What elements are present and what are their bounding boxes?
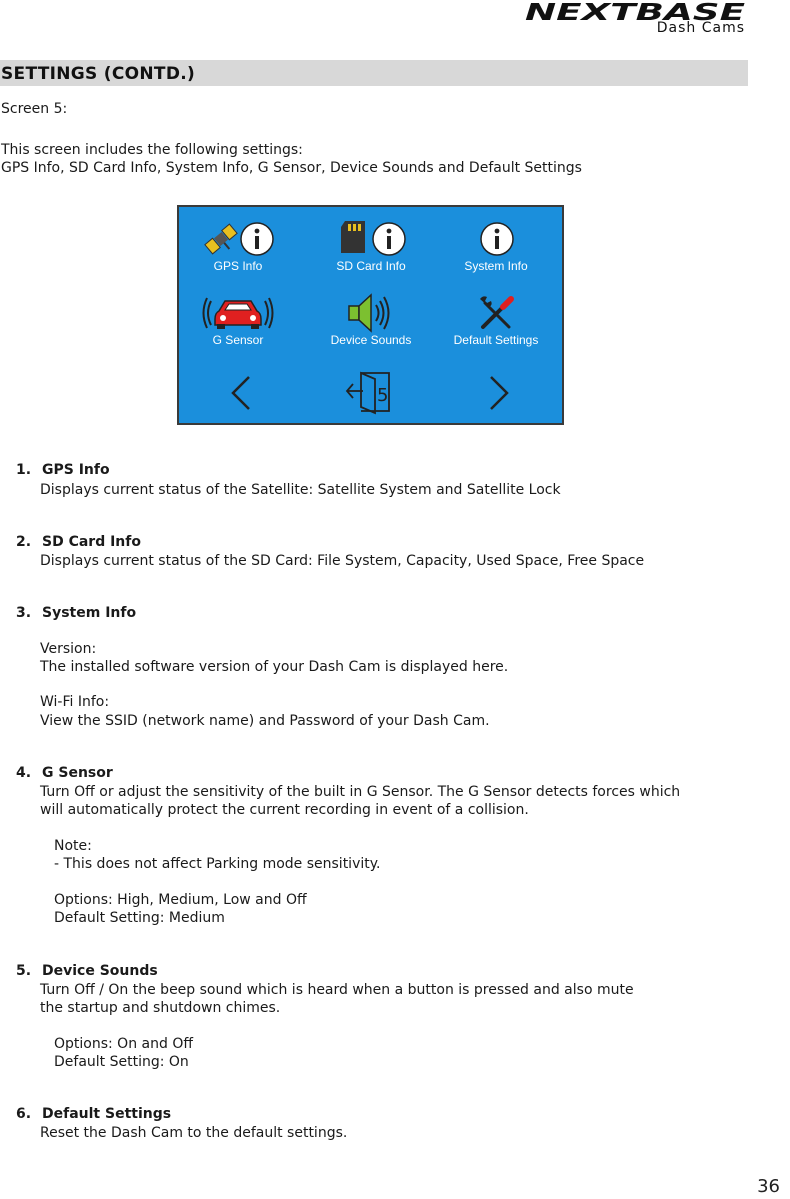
g-sensor-label: G Sensor	[212, 333, 264, 347]
intro-line-1: This screen includes the following settings:	[1, 142, 303, 158]
device-sounds-default: Default Setting: On	[54, 1054, 189, 1070]
logo-subtitle: Dash Cams	[656, 20, 745, 36]
g-sensor-default: Default Setting: Medium	[54, 910, 225, 926]
svg-text:5: 5	[377, 385, 389, 406]
item-title-text: Device Sounds	[42, 963, 158, 979]
default-settings-text: Reset the Dash Cam to the default settings.	[40, 1125, 348, 1141]
g-sensor-text-line-2: will automatically protect the current recording in event of a collision.	[40, 802, 529, 818]
item-gps-info-title	[16, 462, 110, 478]
exit-door-icon[interactable]	[345, 367, 395, 415]
g-sensor-text-line-1: Turn Off or adjust the sensitivity of the built in G Sensor. The G Sensor detects forces which	[40, 784, 681, 800]
car-sensor-icon	[203, 293, 273, 333]
tools-icon	[477, 293, 517, 333]
item-title-text: G Sensor	[42, 765, 113, 781]
device-sounds-options: Options: On and Off	[54, 1036, 193, 1052]
wifi-text: View the SSID (network name) and Password of your Dash Cam.	[40, 713, 490, 729]
version-label: Version:	[40, 641, 97, 657]
gps-info-icon	[239, 221, 275, 257]
svg-text:NEXTBASE: NEXTBASE	[525, 0, 746, 24]
item-device-sounds-title	[16, 963, 158, 979]
item-number: 1.	[16, 462, 32, 478]
page-number: 36	[757, 1176, 780, 1197]
sd-card-info-label: SD Card Info	[336, 259, 406, 273]
item-number: 3.	[16, 605, 32, 621]
device-screen	[177, 205, 564, 425]
item-sd-card-info-title	[16, 534, 141, 550]
satellite-icon	[201, 219, 241, 259]
nextbase-logo	[525, 0, 747, 40]
item-gps-info-text: Displays current status of the Satellite: Satellite System and Satellite Lock	[40, 482, 561, 498]
item-title-text: SD Card Info	[42, 534, 141, 550]
screen-label: Screen 5:	[1, 101, 68, 117]
item-number: 5.	[16, 963, 32, 979]
speaker-icon	[345, 293, 395, 333]
chevron-left-icon[interactable]	[229, 375, 253, 411]
note-label: Note:	[54, 838, 92, 854]
item-default-settings-title	[16, 1106, 171, 1122]
note-text: - This does not affect Parking mode sensitivity.	[54, 856, 381, 872]
intro-line-2: GPS Info, SD Card Info, System Info, G Sensor, Device Sounds and Default Settings	[1, 160, 582, 176]
item-title-text: System Info	[42, 605, 137, 621]
item-title-text: Default Settings	[42, 1106, 172, 1122]
wifi-label: Wi-Fi Info:	[40, 694, 110, 710]
g-sensor-options: Options: High, Medium, Low and Off	[54, 892, 307, 908]
section-title: SETTINGS (CONTD.)	[1, 64, 196, 84]
version-text: The installed software version of your Dash Cam is displayed here.	[40, 659, 509, 675]
item-system-info-title	[16, 605, 136, 621]
item-sd-card-info-text: Displays current status of the SD Card: File System, Capacity, Used Space, Free Space	[40, 553, 645, 569]
gps-info-label: GPS Info	[213, 259, 263, 273]
item-number: 2.	[16, 534, 32, 550]
device-sounds-text-line-2: the startup and shutdown chimes.	[40, 1000, 281, 1016]
section-header	[0, 60, 748, 86]
default-settings-label: Default Settings	[453, 333, 539, 347]
sd-card-info-icon	[371, 221, 407, 257]
system-info-label: System Info	[464, 259, 528, 273]
device-sounds-text-line-1: Turn Off / On the beep sound which is heard when a button is pressed and also mute	[40, 982, 634, 998]
device-sounds-label: Device Sounds	[330, 333, 412, 347]
system-info-icon	[479, 221, 515, 257]
item-g-sensor-title	[16, 765, 113, 781]
sd-card-icon	[339, 219, 367, 255]
item-title-text: GPS Info	[42, 462, 110, 478]
item-number: 6.	[16, 1106, 32, 1122]
item-number: 4.	[16, 765, 32, 781]
chevron-right-icon[interactable]	[487, 375, 511, 411]
